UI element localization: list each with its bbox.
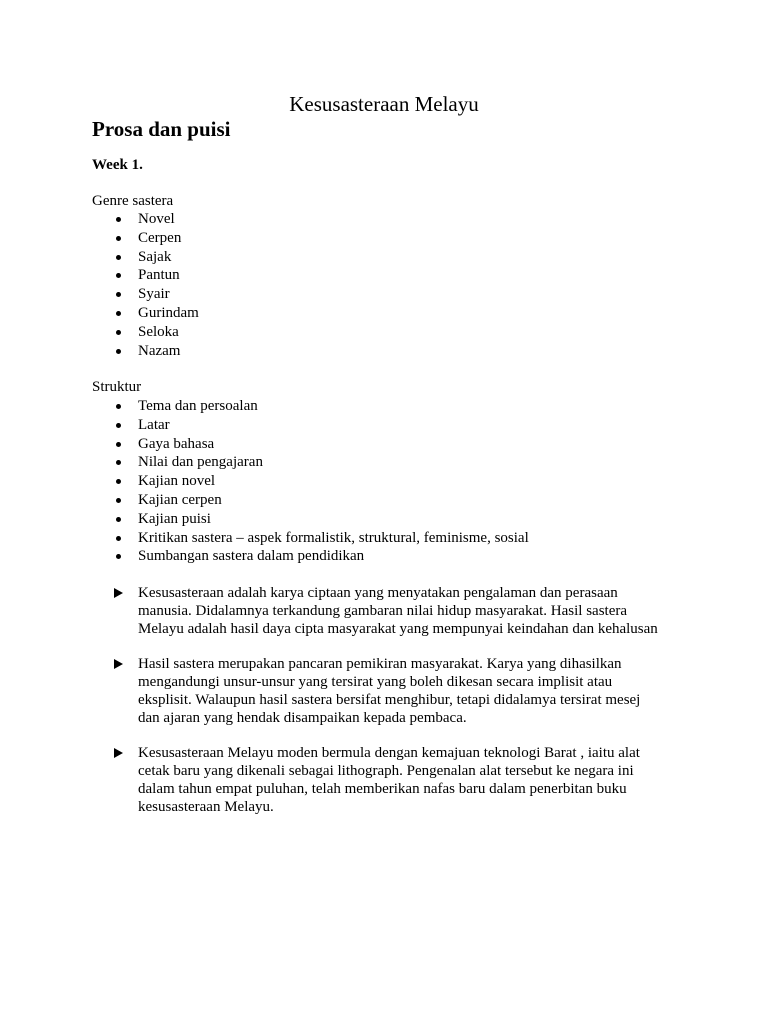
bullet-icon — [116, 498, 121, 503]
list-item — [92, 472, 529, 491]
paragraph-text: Kesusasteraan Melayu moden bermula dengan kemajuan teknologi Barat , iaitu alat cetak baru yang dikenali sebagai lithograph. Pengenalan alat tersebut ke negara ini dalam tahun empat puluhan, telah memberikan nafas baru dalam penerbitan buku kesusasteraan Melayu. — [138, 745, 640, 815]
list-item-label: Gurindam — [138, 304, 199, 321]
list-item-label: Nazam — [138, 342, 181, 359]
document-subtitle: Prosa dan puisi — [92, 117, 231, 141]
list-item — [92, 435, 529, 454]
paragraph-text: Hasil sastera merupakan pancaran pemikiran masyarakat. Karya yang dihasilkan mengandungi unsur-unsur yang tersirat yang boleh dikesan secara implisit atau eksplisit. Walaupun hasil sastera bersifat menghibur, tetapi didalamya tersirat mesej dan ajaran yang hendak disampaikan kepada pembaca. — [138, 656, 641, 726]
list-item-label: Nilai dan pengajaran — [138, 454, 263, 471]
list-item-label: Kajian puisi — [138, 510, 211, 527]
list-item — [92, 285, 199, 304]
paragraph — [92, 655, 692, 727]
list-item-label: Syair — [138, 286, 170, 303]
list-item — [92, 416, 529, 435]
bullet-icon — [116, 404, 121, 409]
week-heading: Week 1. — [92, 157, 143, 173]
list-item — [92, 266, 199, 285]
struktur-list — [92, 397, 529, 566]
paragraph — [92, 744, 692, 816]
list-item — [92, 304, 199, 323]
struktur-heading: Struktur — [92, 379, 142, 395]
bullet-icon — [116, 255, 121, 260]
list-item-label: Gaya bahasa — [138, 435, 215, 452]
bullet-icon — [116, 442, 121, 447]
paragraph-text: Kesusasteraan adalah karya ciptaan yang menyatakan pengalaman dan perasaan manusia. Didalamnya terkandung gambaran nilai hidup masyarakat. Hasil sastera Melayu adalah hasil daya cipta masyarakat yang mempunyai keindahan dan kehalusan — [138, 585, 658, 637]
genre-heading: Genre sastera — [92, 193, 174, 209]
list-item — [92, 229, 199, 248]
bullet-icon — [116, 517, 121, 522]
list-item — [92, 491, 529, 510]
bullet-icon — [116, 423, 121, 428]
list-item — [92, 342, 199, 361]
list-item — [92, 397, 529, 416]
bullet-icon — [116, 479, 121, 484]
bullet-icon — [116, 217, 121, 222]
list-item — [92, 453, 529, 472]
list-item — [92, 248, 199, 267]
bullet-icon — [116, 460, 121, 465]
bullet-icon — [116, 236, 121, 241]
list-item-label: Sajak — [138, 248, 172, 265]
list-item — [92, 323, 199, 342]
list-item-label: Pantun — [138, 267, 180, 284]
bullet-icon — [116, 349, 121, 354]
bullet-icon — [116, 554, 121, 559]
arrow-bullet-icon — [114, 588, 123, 598]
bullet-icon — [116, 330, 121, 335]
list-item-label: Kajian cerpen — [138, 491, 222, 508]
list-item-label: Kritikan sastera – aspek formalistik, struktural, feminisme, sosial — [138, 529, 529, 546]
paragraph — [92, 584, 692, 638]
list-item-label: Tema dan persoalan — [138, 398, 258, 414]
document-title: Kesusasteraan Melayu — [289, 92, 479, 116]
bullet-icon — [116, 311, 121, 316]
list-item-label: Sumbangan sastera dalam pendidikan — [138, 548, 365, 565]
list-item — [92, 210, 199, 229]
list-item — [92, 529, 529, 548]
genre-list — [92, 210, 199, 360]
list-item-label: Seloka — [138, 323, 179, 340]
list-item — [92, 547, 529, 566]
bullet-icon — [116, 292, 121, 297]
list-item — [92, 510, 529, 529]
list-item-label: Kajian novel — [138, 473, 216, 490]
list-item-label: Novel — [138, 211, 175, 227]
list-item-label: Latar — [138, 416, 170, 433]
arrow-bullet-icon — [114, 659, 123, 669]
arrow-bullet-icon — [114, 748, 123, 758]
bullet-icon — [116, 273, 121, 278]
list-item-label: Cerpen — [138, 229, 182, 246]
bullet-icon — [116, 536, 121, 541]
